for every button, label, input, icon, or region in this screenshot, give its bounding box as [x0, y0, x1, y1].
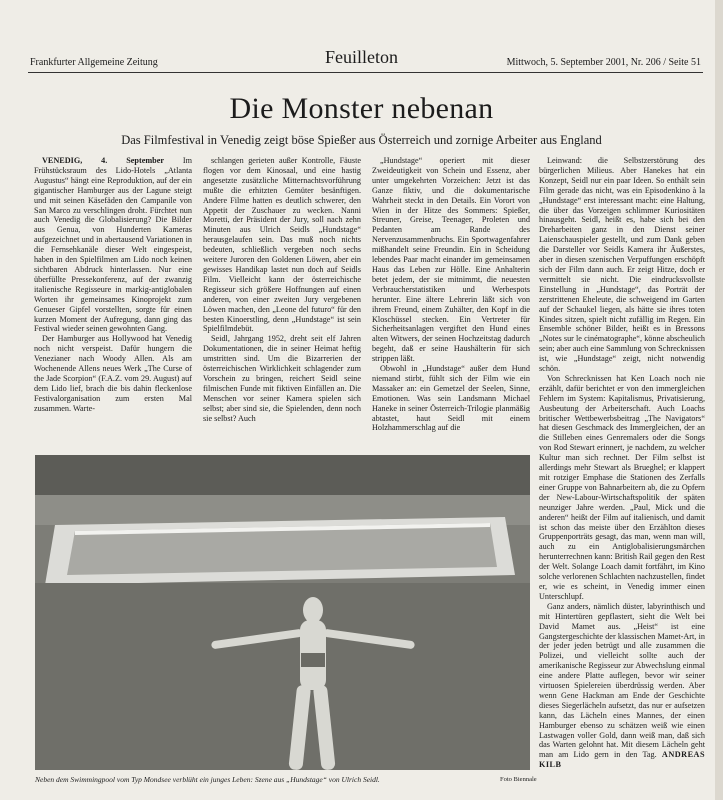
paragraph: Leinwand: die Selbstzerstörung des bürgerlichen Milieus. Aber Hanekes hat ein Konzept, Seidl nur ein paar Ideen. So enthält sein Film gerade das nicht, was ein Episodenkino à la „Hundstage“ erst interessant macht: eine Haltung, die über das Vorzeigen schlimmer Kuriositäten hinausgeht. Seidl, heißt es, habe sich bei den Dreharbeiten ganz in den Dienst seiner Laienschauspieler gestellt, und zum Dank geben die Darsteller vor Seidls Kamera ihr Äußerstes, aber in diesen szenischen Verpuffungen erschöpft sich der Film dann auch. Er zeigt Hitze, doch er vermittelt sie nicht. Die eindrucksvollste Einstellung in „Hundstage“, das Porträt der zerstrittenen Eheleute, die schweigend im Garten auf der Schaukel liegen, als hätte sie ihres toten Kindes sitzen, spielt nicht zufällig im Regen. Ein Ensemble schöner Bilder, heißt es in Bressons „Notes sur le cinématographe“, könne abscheulich sein; aber auch eine Sammlung von Schrecknissen ist, wie „Hundstage“ zeigt, nicht notwendig schön.	[539, 156, 705, 374]
paragraph: schlangen gerieten außer Kontrolle, Fäuste flogen vor dem Kinosaal, und eine hastig angesetzte zusätzliche Mitternachtsvorführung mußte die erhitzten Gemüter besänftigen. Andere Filme hatten es deutlich schwerer, den Appetit der Zuschauer zu wecken. Nanni Moretti, der Präsident der Jury, soll nach zehn Minuten aus Ulrich Seidls „Hundstage“ herausgelaufen sein. Das muß noch nichts bedeuten, schließlich vergeben noch sechs weitere Juroren den Goldenen Löwen, aber ein gewisses Handikap lastet nun doch auf Seidls Film. Vielleicht kann der österreichische Regisseur sich größere Hoffnungen auf einen anderen, von einer zweiten Jury vergebenen Löwen machen, den „Leone del futuro“ für den besten Kinoerstling, denn „Hundstage“ ist sein Spielfilmdebüt.	[203, 156, 361, 334]
paragraph: Der Hamburger aus Hollywood hat Venedig noch nicht verspeist. Dafür hungern die Venezianer nach Woody Allen. Als am Wochenende Allens neues Werk „The Curse of the Jade Scorpion“ (F.A.Z. vom 29. August) auf dem Lido lief, brach die bis dahin fleckenlose Festivalorganisation zum ersten Mal zusammen. Warte-	[34, 334, 192, 413]
pool-scene-illustration	[35, 455, 530, 770]
paragraph: Von Schrecknissen hat Ken Loach noch nie erzählt, dafür berichtet er von den immergleichen Fehlern im System: Kapitalismus, Privatisierung, Ausbeutung der Arbeiterschaft. Auch Loachs britischer Wettbewerbsbeitrag „The Navigators“ hat diesen Geschmack des Immergleichen, der an die Stilleben eines Genremalers oder die Songs von Rod Stewart erinnert, je nachdem, zu welcher Kultur man sich rechnet. Der Film selbst ist allerdings mehr Stewart als Brueghel; er klappert mit rotziger Emphase die Stationen des Zerfalls einer Gruppe von Bahnarbeitern ab, die zu Opfern der New-Labour-Wirtschaftspolitik der späten neunziger Jahre werden. „Paul, Mick und die anderen“ heißt der Film auf italienisch, und damit ist schon das meiste über den Erzählton dieses Gruppenporträts gesagt, das man, wenn man will, auch zu ein Antiglobalisierungsmärchen herunterrechnen kann: British Rail gegen den Rest der Welt. Solange Loach damit fortfährt, im Kino solche verlorenen Schlachten nachzustellen, findet er, wie es scheint, in Venedig immer einen Unterschlupf.	[539, 373, 705, 601]
paragraph	[539, 602, 705, 770]
article-headline: Die Monster nebenan	[229, 92, 494, 125]
paragraph: „Hundstage“ operiert mit dieser Zweideutigkeit von Schein und Essenz, aber unter umgekehrten Vorzeichen: Jetzt ist das Ganze fiktiv, und die dokumentarische Wahrheit steckt in den Details. Ein Vorort von Wien in der Hitze des Sommers: Spießer, Streuner, Greise, Teenager, Proleten und Pedanten am Rande des Nervenzusammenbruchs. Ein Sportwagenfahrer mißhandelt seine Freundin. Ein in Scheidung lebendes Paar macht einander im gemeinsamen Haus das Leben zur Hölle. Eine Anhalterin betet jedem, der sie mitnimmt, die neuesten Verbraucherstatistiken und Werbespots herunter. Eine ältere Lehrerin läßt sich von ihrem Freund, einem Zuhälter, den Kopf in die Kloschüssel stecken. Ein Vertreter für Sicherheitsanlagen vergiftet den Hund eines alten Witwers, der seinen Hochzeitstag dadurch begeht, daß er seine Haushälterin für sich strippen läßt.	[372, 156, 530, 364]
article-photo	[35, 455, 530, 770]
paragraph: Seidl, Jahrgang 1952, dreht seit elf Jahren Dokumentationen, die in seiner Heimat heftig umstritten sind. Um die Bizarrerien der österreichischen Wirklichkeit schlagender zum Vorschein zu bringen, reichert Seidl seine filmischen Funde mit fiktiven Einfällen an. Die Menschen vor seiner Kamera spielen sich selbst; aber sind sie, die Spielenden, denn noch sie selbst? Auch	[203, 334, 361, 423]
article-column-4	[539, 156, 705, 786]
author-name: ANDREAS KILB	[539, 750, 705, 770]
article-column-1	[34, 156, 192, 452]
paper-edge	[715, 0, 723, 800]
newspaper-name: Frankfurter Allgemeine Zeitung	[30, 57, 158, 68]
swimsuit	[301, 653, 325, 667]
issue-info: Mittwoch, 5. September 2001, Nr. 206 / Seite 51	[506, 57, 701, 68]
paragraph-text: Im Frühstücksraum des Lido-Hotels „Atlanta Augustus“ hängt eine Reproduktion, auf der ein gigantischer Hamburger aus der Lagune steigt und mit seinen Käsefäden den Campanile von San Marco zu verschlingen droht. Fürchtet nun auch Venedig die Globalisierung? Die Bilder aus Genua, von Hunderten Kameras aufgezeichnet und in abertausend Variationen in die Fernsehkanäle dieser Welt eingespeist, haben in den Spielfilmen am Lido noch keinen sichtbaren Abdruck hinterlassen. Nur eine überfüllte Pressekonferenz, auf der zwanzig italienische Regisseure in markig-antiglobalen Worten ihr gemeinsames Kinoprojekt zum Genueser Gipfel vorstellten, sorgte für einen kurzen Moment der Aufregung, dann ging das Festival wieder seinen gewohnten Gang.	[34, 156, 192, 334]
article-column-2	[203, 156, 361, 452]
paragraph-text: Ganz anders, nämlich düster, labyrinthisch und mit Hintertüren gepflastert, sieht die Welt bei David Mamet aus. „Heist“ ist eine Gangstergeschichte der klassischen Mamet-Art, in der jeder jeden betrügt und alle zusammen die Polizei, und vielleicht sollte auch der amerikanische Regisseur zur Abwechslung einmal eine andere Platte auflegen, bevor wir seiner virtuosen Spielereien überdrüssig werden. Aber wenn Gene Hackman am Ende der Geschichte dieses Siegerlächeln aufsetzt, das nur er aufsetzen kann, das Lächeln eines Mannes, der einen Hamburger ebenso zu schätzen weiß wie einen Lastwagen voller Gold, dann weiß man, daß sich das Warten gelohnt hat. Mit diesem Lächeln geht man am Lido gern in den Tag.	[539, 601, 705, 760]
photo-credit: Foto Biennale	[500, 776, 537, 783]
paragraph: Obwohl in „Hundstage“ außer dem Hund niemand stirbt, fühlt sich der Film wie ein Massaker an: ein Gemetzel der Seelen, Sinne, Emotionen. Was sein Landsmann Michael Haneke in seiner Österreich-Trilogie planmäßig abtastet, haut Seidl mit einem Holzhammerschlag auf die	[372, 364, 530, 433]
paragraph	[34, 156, 192, 334]
section-title: Feuilleton	[325, 47, 398, 67]
dateline: VENEDIG, 4. September	[42, 156, 164, 165]
lawn	[35, 583, 530, 770]
article-column-3	[372, 156, 530, 452]
header-rule	[28, 72, 703, 73]
article-subheadline: Das Filmfestival in Venedig zeigt böse Spießer aus Österreich und zornige Arbeiter aus England	[121, 133, 602, 147]
photo-caption: Neben dem Swimmingpool vom Typ Mondsee verblüht ein junges Leben: Szene aus „Hundstage“ von Ulrich Seidl.	[35, 775, 380, 784]
